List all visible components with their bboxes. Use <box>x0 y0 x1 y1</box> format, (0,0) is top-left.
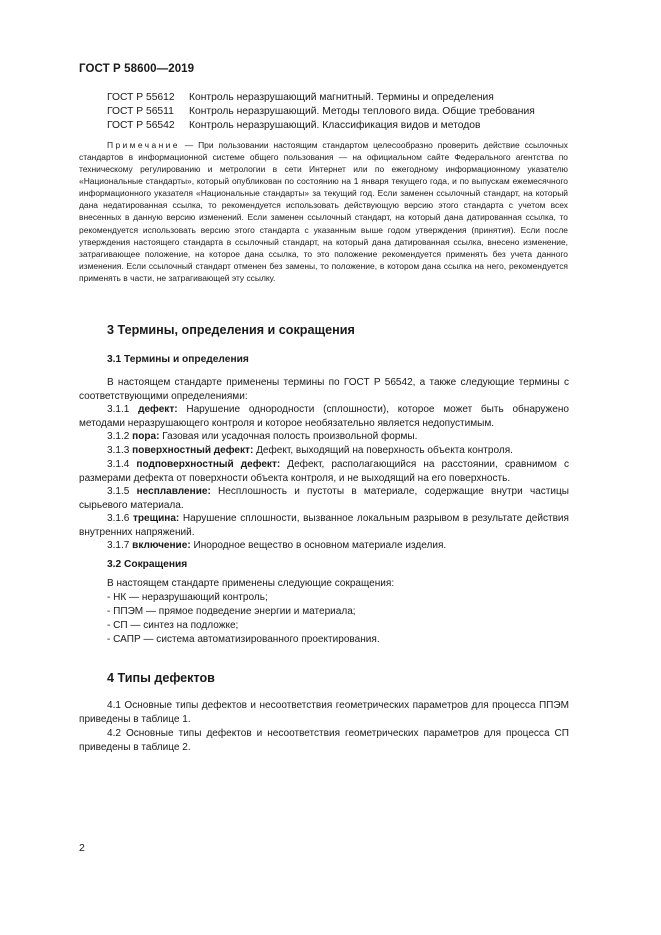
term-definition: Инородное вещество в основном материале изделия. <box>193 540 447 551</box>
term-name: поверхностный дефект: <box>132 445 254 456</box>
reference-list <box>107 91 535 134</box>
term-3-1-2 <box>79 430 569 444</box>
term-definition: Нарушение однородности (сплошности), которое может быть обнаружено методами неразрушающего контроля и которое необязательно является недопустимым. <box>79 404 569 429</box>
section-3-title: 3 Термины, определения и сокращения <box>107 323 355 337</box>
term-name: включение: <box>132 540 191 551</box>
term-number: 3.1.4 <box>107 459 130 470</box>
term-definition: Газовая или усадочная полость произвольной формы. <box>162 431 418 442</box>
abbreviation-item: - ППЭМ — прямое подведение энергии и материала; <box>107 606 356 617</box>
term-name: дефект: <box>138 404 178 415</box>
note-text: — При пользовании настоящим стандартом целесообразно проверить действие ссылочных стандартов в информационной системе общего пользования — на официальном сайте Федерального агентства по техническому регулированию и метрологии в сети Интернет или по ежегодному информационному указателю «Национальные стандарты», который опубликован по состоянию на 1 января текущего года, и по выпускам ежемесячного информационного указателя «Национальные стандарты» за текущий год. Если заменен ссылочный стандарт, на который дана недатированная ссылка, то рекомендуется использовать действующую версию этого стандарта с учетом всех внесенных в данную версию изменений. Если заменен ссылочный стандарт, на который дана датированная ссылка, то рекомендуется использовать версию этого стандарта с указанным выше годом утверждения (принятия). Если после утверждения настоящего стандарта в ссылочный стандарт, на который дана датированная ссылка, внесено изменение, затрагивающее положение, на которое дана ссылка, то это положение рекомендуется применять без учета данного изменения. Если ссылочный стандарт отменен без замены, то положение, в котором дана ссылка на него, рекомендуется применять в части, не затрагивающей эту ссылку. <box>79 140 568 283</box>
reference-title: Контроль неразрушающий. Методы теплового вида. Общие требования <box>189 106 535 118</box>
term-3-1-4 <box>79 458 569 485</box>
note-label: Примечание <box>107 140 180 150</box>
abbreviation-item: - САПР — система автоматизированного проектирования. <box>107 634 380 645</box>
term-name: пора: <box>132 431 160 442</box>
reference-code: ГОСТ Р 56511 <box>107 106 174 118</box>
term-number: 3.1.6 <box>107 513 130 524</box>
term-3-1-6 <box>79 512 569 539</box>
reference-title: Контроль неразрушающий магнитный. Термины и определения <box>189 92 494 103</box>
term-number: 3.1.2 <box>107 431 130 442</box>
term-3-1-7 <box>79 539 569 553</box>
standard-header: ГОСТ Р 58600—2019 <box>79 63 195 75</box>
note-paragraph <box>79 139 568 284</box>
term-name: трещина: <box>132 513 180 524</box>
section-4-title: 4 Типы дефектов <box>107 671 215 685</box>
page-number: 2 <box>79 842 85 854</box>
reference-item <box>107 119 535 133</box>
term-name: несплавление: <box>136 486 211 497</box>
abbreviations-intro: В настоящем стандарте применены следующие сокращения: <box>107 578 395 589</box>
paragraph-4-2: 4.2 Основные типы дефектов и несоответствия геометрических параметров для процесса СП приведены в таблице 2. <box>79 728 569 753</box>
subsection-3-2-title: 3.2 Сокращения <box>107 559 188 570</box>
reference-title: Контроль неразрушающий. Классификация видов и методов <box>189 120 481 132</box>
term-number: 3.1.5 <box>107 486 130 497</box>
abbreviation-item: - СП — синтез на подложке; <box>107 620 239 631</box>
term-number: 3.1.1 <box>107 404 130 415</box>
reference-item <box>107 105 535 119</box>
term-number: 3.1.7 <box>107 540 130 551</box>
term-number: 3.1.3 <box>107 445 130 456</box>
paragraph-4-1: 4.1 Основные типы дефектов и несоответствия геометрических параметров для процесса ППЭМ приведены в таблице 1. <box>79 700 569 725</box>
term-definition: Дефект, выходящий на поверхность объекта контроля. <box>256 445 513 456</box>
subsection-3-1-title: 3.1 Термины и определения <box>107 354 249 365</box>
term-3-1-1 <box>79 403 569 430</box>
term-3-1-3 <box>79 444 569 458</box>
term-definition: Дефект, располагающийся на расстоянии, сравнимом с размерами дефекта от поверхности объекта контроля, и не выходящий на его поверхность. <box>79 459 570 484</box>
term-definition: Нарушение сплошности, вызванное локальным разрывом в результате действия внутренних напряжений. <box>79 513 569 538</box>
term-definition: Несплошность и пустоты в материале, содержащие внутри частицы сырьевого материала. <box>79 486 570 511</box>
reference-code: ГОСТ Р 55612 <box>107 92 175 103</box>
reference-code: ГОСТ Р 56542 <box>107 120 175 132</box>
terms-intro: В настоящем стандарте применены термины по ГОСТ Р 56542, а также следующие термины с соответствующими определениями: <box>79 377 569 402</box>
abbreviation-item: - НК — неразрушающий контроль; <box>107 592 268 603</box>
term-3-1-5 <box>79 485 569 512</box>
term-name: подповерхностный дефект: <box>136 459 281 470</box>
reference-item <box>107 91 535 105</box>
